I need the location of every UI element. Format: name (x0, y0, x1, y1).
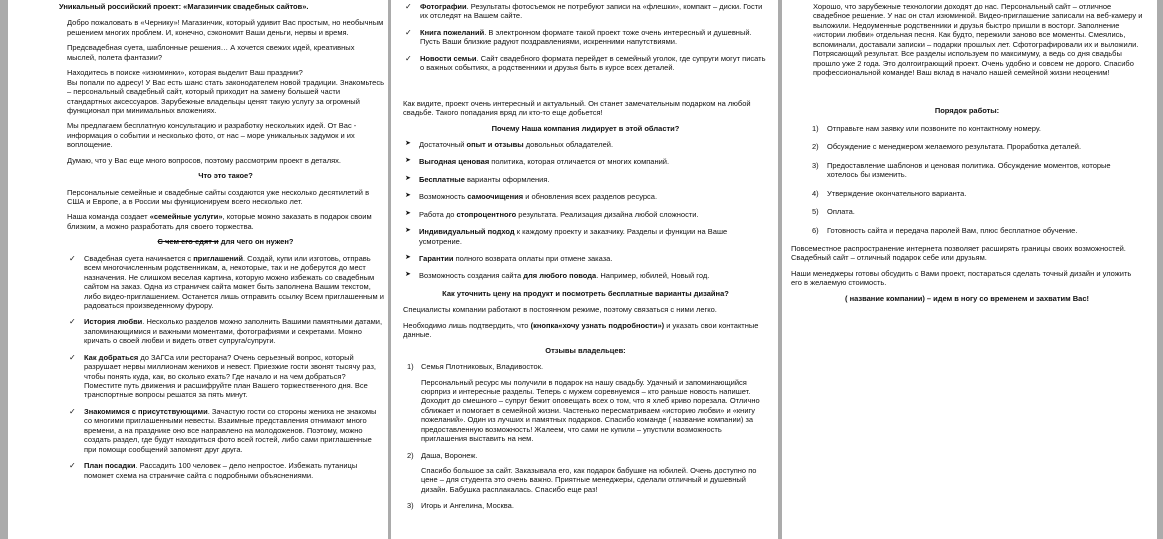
paragraph: Хорошо, что зарубежные технологии доходят до нас. Персональный сайт – отличное свадебное решение. У нас он стал изюминкой. Видео-приглашение записали на веб-камеру и выложили. Недоуменные родственники и друзья быстро пришли в восторг. Заполнение «истории любви» отдельная песня. Как будто, пережили заново все моменты. Смеялись, вспоминали, доставали записки – подарки прошлых лет. Сфотографировали их и выложили. Потрясающий результат. Все разделы используем по максимуму, а ведь со дня свадьбы прошло уже 2 года. Это долгоиграющий проект. Очень удобно и совсем не дорого. Спасибо профессиональной команде! Ваш вклад в начало нашей семейной жизни неоценим! (813, 2, 1143, 78)
review-author: Даша, Воронеж. (421, 450, 478, 460)
paragraph: Необходимо лишь подтвердить, что (кнопка«хочу узнать подробности») и указать свои контактные данные. (403, 320, 759, 340)
paragraph: Наши менеджеры готовы обсудить с Вами проект, постараться сделать точный дизайн и уложить его в желаемую стоимость. (791, 268, 1132, 288)
paragraph-intro: Добро пожаловать в «Чернику»! Магазинчик, который удивит Вас простым, но необычным решением многих проблем. И, конечно, сэкономит Ваши деньги, нервы и время. (67, 18, 384, 37)
list-item: ✓ Знакомимся с присутствующими. Зачастую гости со стороны жениха не знакомы со многими приглашенными невесты. Взаимные представления отнимают много времени, а на празднике оно все направлено на молодоженов. Поэтому, можно создать раздел, где будут находиться фото всей гостей, либо сами приглашенные при помощи сообщений запомнят друг друга. (67, 407, 384, 454)
paragraph: Повсеместное распространение интернета позволяет расширять границы своих возможностей. Свадебный сайт – отличный подарок себе или друзьям. (791, 244, 1126, 263)
section-heading: Как уточнить цену на продукт и посмотреть бесплатные варианты дизайна? (442, 288, 729, 298)
review-text: Спасибо большое за сайт. Заказывала его, как подарок бабушке на юбилей. Очень доступно по цене – для студента это очень важно. Приятные менеджеры, сделали отличный и душевный дизайн. Бабушка расплакалась. Спасибо еще раз! (421, 466, 757, 494)
page-title: Уникальный российский проект: «Магазинчик свадебных сайтов». (59, 2, 309, 11)
feature-list (67, 254, 384, 480)
review-author: Игорь и Ангелина, Москва. (421, 501, 514, 511)
list-item: ✓ Книга пожеланий. В электронном формате такой проект тоже очень интересный и душевный. Пусть Ваши близкие радуют поздравлениями, искренними напутствиями. (403, 28, 768, 47)
section-heading: Почему Наша компания лидирует в этой области? (491, 123, 680, 133)
paragraph: Вы попали по адресу! У Вас есть шанс стать законодателем новой традиции. Знакомьтесь – персональный свадебный сайт, который приходит на замену большей части стандартных аксессуаров. Зарубежные владельцы ценят такую услугу за огромный функционал при минимальных вложениях. (67, 77, 384, 115)
list-item: ✓ Свадебная суета начинается с приглашений. Создай, купи или изготовь, отправь всем многочисленным родственникам, а, некоторые, так и не доберутся до мест назначения. Не слишком веселая картина, которую можно избежать со свадебным сайтом на заказ. Одна из страничек сайта может быть заполнена Вашим текстом, либо видео-приглашением. Останется лишь отправить ссылку Всем приглашенным и радоваться произведенному фурору. (67, 254, 384, 311)
closing-line: ( название компании) – идем в ногу со временем и захватим Вас! (845, 293, 1089, 303)
review-item: 3) Игорь и Ангелина, Москва. (407, 501, 514, 511)
review-text: Персональный ресурс мы получили в подарок на нашу свадьбу. Удачный и запоминающийся сюрприз и интересные разделы. Теперь с мужем соревнуемся – кто раньше новость напишет. Доходит до смешного – супруг бежит оповещать всех о том, что я хлеб криво порезала. Отлично сближает и помогает в семейной жизни. Частенько пересматриваем «историю любви» и «книгу пожеланий». Один из лучших и памятных подарков. Спасибо команде ( название компании) за предоставленную возможность! Жалеем, что сами не купили – упустили возможность приглашения выставить на нем. (421, 377, 760, 444)
section-heading: С чем его едят и для чего он нужен? (157, 237, 294, 247)
review-item: 1) Семья Плотниковых, Владивосток. Персональный ресурс мы получили в подарок на нашу свадьбу. Удачный и запоминающийся сюрприз и интересные разделы. Теперь с мужем соревнуемся – кто раньше новость напишет. Доходит до смешного – супруг бежит оповещать всех о том, что я хлеб криво порезала. Отлично сближает и помогает в семейной жизни. Частенько пересматриваем «историю любви» и «книгу пожеланий». Один из лучших и памятных подарков. Спасибо команде ( название компании) за предоставленную возможность! Жалеем, что сами не купили – упустили возможность приглашения выставить на нем. (403, 362, 768, 444)
document-page-1 (8, 0, 388, 539)
document-page-2 (391, 0, 778, 539)
step-item: 3) Предоставление шаблонов и ценовая политика. Обсуждение моментов, которые хотелось бы изменить. (812, 160, 1111, 180)
list-item: ✓ Новости семьи. Сайт свадебного формата перейдет в семейный уголок, где супруги могут писать о важных событиях, а родственники и друзья быть в курсе всех деталей. (403, 54, 768, 73)
step-item: 1) Отправьте нам заявку или позвоните по контактному номеру. (812, 123, 1041, 133)
document-page-3 (782, 0, 1157, 539)
section-heading: Отзывы владельцев: (545, 345, 626, 355)
list-item: ➤ Бесплатные варианты оформления. (403, 175, 768, 184)
step-item: 6) Готовность сайта и передача паролей Вам, плюс бесплатное обучение. (812, 225, 1078, 235)
section-heading: Порядок работы: (934, 105, 1000, 115)
step-item: 5) Оплата. (812, 207, 855, 217)
advantages-list (403, 140, 768, 281)
review-author: Семья Плотниковых, Владивосток. (421, 362, 544, 372)
list-item: ➤ Работа до стопроцентного результата. Реализация дизайна любой сложности. (403, 210, 768, 219)
list-item: ➤ Достаточный опыт и отзывы довольных обладателей. (403, 140, 768, 149)
paragraph: Наша команда создает «семейные услуги», которые можно заказать в подарок своим близким, а можно разработать для своего торжества. (67, 212, 372, 231)
paragraph: Находитесь в поиске «изюминки», которая выделит Ваш праздник? (67, 68, 303, 78)
list-item: ➤ Гарантии полного возврата оплаты при отмене заказа. (403, 254, 768, 263)
paragraph: Как видите, проект очень интересный и актуальный. Он станет замечательным подарком на любой свадьбе. Такого попадания вряд ли кто-то еще добьется! (403, 98, 751, 118)
paragraph: Думаю, что у Вас еще много вопросов, поэтому рассмотрим проект в деталях. (67, 155, 341, 165)
review-item: 2) Даша, Воронеж. Спасибо большое за сайт. Заказывала его, как подарок бабушке на юбилей. Очень доступно по цене – для студента это очень важно. Приятные менеджеры, сделали отличный и душевный дизайн. Бабушка расплакалась. Спасибо еще раз! (403, 451, 768, 495)
paragraph: Предсвадебная суета, шаблонные решения… А хочется свежих идей, креативных мыслей, полета фантазии? (67, 43, 355, 62)
paragraph: Персональные семейные и свадебные сайты создаются уже несколько десятилетий в США и Европе, а в России мы функционируем всего несколько лет. (67, 187, 370, 206)
section-heading: Что это такое? (198, 171, 253, 181)
list-item: ✓ План посадки. Рассадить 100 человек – дело непростое. Избежать путаницы поможет схема на страничке сайта с подробными объяснениями. (67, 461, 384, 480)
list-item: ➤ Возможность создания сайта для любого повода. Например, юбилей, Новый год. (403, 271, 768, 280)
list-item: ➤ Индивидуальный подход к каждому проекту и заказчику. Разделы и функции на Ваше усмотрение. (403, 227, 768, 246)
step-item: 2) Обсуждение с менеджером желаемого результата. Проработка деталей. (812, 142, 1082, 152)
paragraph: Мы предлагаем бесплатную консультацию и разработку нескольких идей. От Вас - информация о событии и несколько фото, от нас – море уникальных задумок и их воплощение. (67, 121, 357, 150)
reviews-list (403, 362, 768, 511)
steps-list (791, 124, 1143, 235)
paragraph: Специалисты компании работают в постоянном режиме, поэтому связаться с ними легко. (403, 305, 717, 315)
list-item: ✓ Фотографии. Результаты фотосъемок не потребуют записи на «флешки», компакт – диски. Гости их отследят на Вашем сайте. (403, 2, 768, 21)
step-item: 4) Утверждение окончательного варианта. (812, 188, 967, 198)
feature-list (403, 2, 768, 73)
list-item: ✓ История любви. Несколько разделов можно заполнить Вашими памятными датами, запоминающимися и важными моментами, фотографиями и секретами. Можно кричать о своей любви и видеть ответ супруга/супруги. (67, 317, 384, 345)
list-item: ✓ Как добраться до ЗАГСа или ресторана? Очень серьезный вопрос, который разрушает нервы миллионам женихов и невест. Приезжие гости звонят тысячу раз, чтобы понять куда, как, во сколько ехать? Где начало и на чем добраться? Поместите путь движения и расшифруйте план Вашего торжественного дня. Все транспортные вопросы решатся за пять минут. (67, 353, 384, 400)
list-item: ➤ Выгодная ценовая политика, которая отличается от многих компаний. (403, 157, 768, 166)
list-item: ➤ Возможность самоочищения и обновления всех разделов ресурса. (403, 192, 768, 201)
